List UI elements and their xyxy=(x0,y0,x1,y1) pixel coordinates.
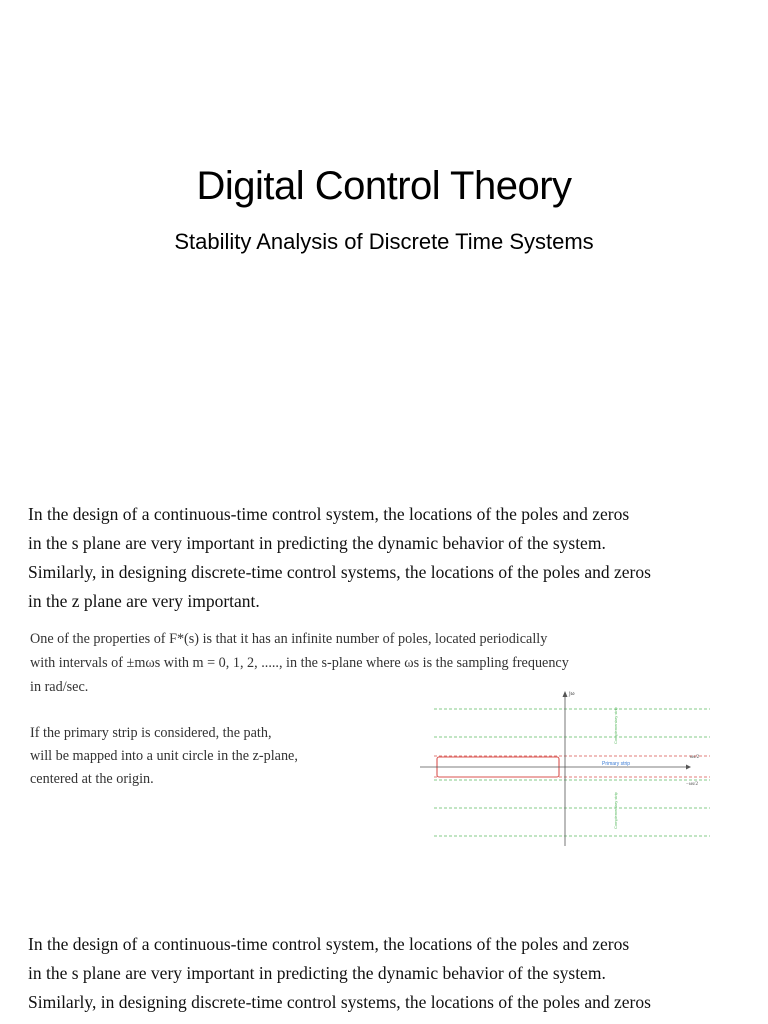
text-line: centered at the origin. xyxy=(30,771,154,787)
primary-strip-paragraph xyxy=(30,722,390,791)
text-line: in rad/sec. xyxy=(30,679,89,695)
slide-subtitle: Stability Analysis of Discrete Time Systems xyxy=(174,229,594,254)
text-line: in the z plane are very important. xyxy=(28,591,260,611)
text-line: Similarly, in designing discrete-time control systems, the locations of the poles and zeros xyxy=(28,992,651,1012)
title-slide xyxy=(0,0,768,470)
slide-title: Digital Control Theory xyxy=(196,164,572,208)
lower-frequency-label: −ωs/2 xyxy=(686,782,698,787)
imag-axis-label: jω xyxy=(569,691,575,697)
real-axis-arrow xyxy=(686,765,691,770)
text-line: In the design of a continuous-time control system, the locations of the poles and zeros xyxy=(28,504,630,524)
text-line: will be mapped into a unit circle in the z-plane, xyxy=(30,748,298,764)
text-line: with intervals of ±mωs with m = 0, 1, 2, ....., in the s-plane where ωs is the sampling frequency xyxy=(30,655,569,671)
text-line: Similarly, in designing discrete-time control systems, the locations of the poles and zeros xyxy=(28,562,651,582)
s-plane-strip-diagram xyxy=(410,684,720,852)
intro-paragraph xyxy=(28,500,758,616)
imag-axis-arrow xyxy=(563,691,568,697)
complementary-strip-label: Complementary strip xyxy=(613,707,618,744)
repeated-paragraph xyxy=(28,930,758,1017)
primary-strip-label: Primary strip xyxy=(602,761,631,767)
text-line: If the primary strip is considered, the path, xyxy=(30,725,272,741)
text-line: One of the properties of F*(s) is that it has an infinite number of poles, located periodically xyxy=(30,631,548,647)
complementary-strip-label: Complementary strip xyxy=(613,792,618,829)
text-line: in the s plane are very important in predicting the dynamic behavior of the system. xyxy=(28,533,606,553)
text-line: in the s plane are very important in predicting the dynamic behavior of the system. xyxy=(28,963,606,983)
strip-boundaries xyxy=(434,709,710,836)
upper-frequency-label: ωs/2 xyxy=(690,755,700,760)
text-line: In the design of a continuous-time control system, the locations of the poles and zeros xyxy=(28,934,630,954)
